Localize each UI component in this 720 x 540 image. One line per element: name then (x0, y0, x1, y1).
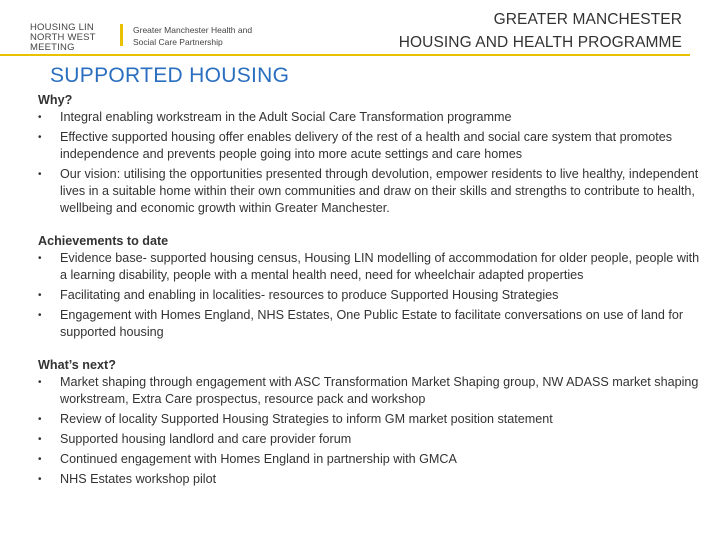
bullet-icon: • (38, 169, 42, 180)
list-item-text: Integral enabling workstream in the Adult Social Care Transformation programme (60, 110, 512, 124)
list-item (38, 471, 708, 488)
list-item-text: NHS Estates workshop pilot (60, 472, 217, 486)
list-item (38, 307, 708, 341)
bullet-icon: • (38, 377, 42, 388)
bullet-icon: • (38, 132, 42, 143)
list-item (38, 374, 708, 408)
programme-title-line-1: GREATER MANCHESTER (493, 11, 682, 28)
list-item (38, 411, 708, 428)
section-achievements (38, 233, 708, 341)
list-item (38, 129, 708, 163)
bullet-list (38, 109, 708, 217)
list-item (38, 166, 708, 217)
list-item-text: Market shaping through engagement with ASC Transformation Market Shaping group, NW ADASS market shaping workstream, Extra Care prospectus, resource pack and workshop (60, 375, 699, 406)
gm-partnership-logo-text: Greater Manchester Health and Social Care Partnership (133, 25, 253, 47)
programme-title (322, 8, 682, 54)
list-item (38, 451, 708, 468)
list-item-text: Facilitating and enabling in localities- resources to produce Supported Housing Strategies (60, 288, 559, 302)
section-heading: Achievements to date (38, 234, 169, 248)
bullet-icon: • (38, 290, 42, 301)
section-why (38, 92, 708, 217)
bullet-icon: • (38, 454, 42, 465)
list-item-text: Effective supported housing offer enables delivery of the rest of a health and social care system that promotes independence and prevents people going into more acute settings and care homes (60, 130, 673, 161)
bullet-icon: • (38, 112, 42, 123)
list-item-text: Continued engagement with Homes England in partnership with GMCA (60, 452, 457, 466)
list-item-text: Our vision: utilising the opportunities presented through devolution, empower residents to live healthy, independent lives in a suitable home within their own communities and draw on their skills and strengths to contribute to health, wellbeing and economic growth within Greater Manchester. (60, 167, 699, 215)
housing-lin-logo-text: HOUSING LIN NORTH WEST MEETING (30, 22, 96, 53)
page-title: SUPPORTED HOUSING (50, 64, 290, 87)
bullet-icon: • (38, 253, 42, 264)
list-item (38, 287, 708, 304)
section-heading: What’s next? (38, 358, 116, 372)
list-item-text: Review of locality Supported Housing Strategies to inform GM market position statement (60, 412, 553, 426)
programme-title-line-2: HOUSING AND HEALTH PROGRAMME (398, 34, 682, 51)
list-item (38, 109, 708, 126)
bullet-icon: • (38, 474, 42, 485)
logo-divider (120, 24, 123, 46)
bullet-list (38, 250, 708, 341)
slide-content (38, 92, 708, 504)
list-item-text: Evidence base- supported housing census, Housing LIN modelling of accommodation for older people, people with a learning disability, people with a mental health need, need for wheelchair adapted properties (60, 251, 700, 282)
list-item-text: Supported housing landlord and care provider forum (60, 432, 352, 446)
list-item (38, 431, 708, 448)
list-item (38, 250, 708, 284)
header-rule (0, 54, 690, 56)
bullet-icon: • (38, 414, 42, 425)
section-whats-next (38, 357, 708, 488)
bullet-icon: • (38, 434, 42, 445)
bullet-icon: • (38, 310, 42, 321)
list-item-text: Engagement with Homes England, NHS Estates, One Public Estate to facilitate conversations on use of land for supported housing (60, 308, 684, 339)
section-heading: Why? (38, 93, 73, 107)
bullet-list (38, 374, 708, 488)
